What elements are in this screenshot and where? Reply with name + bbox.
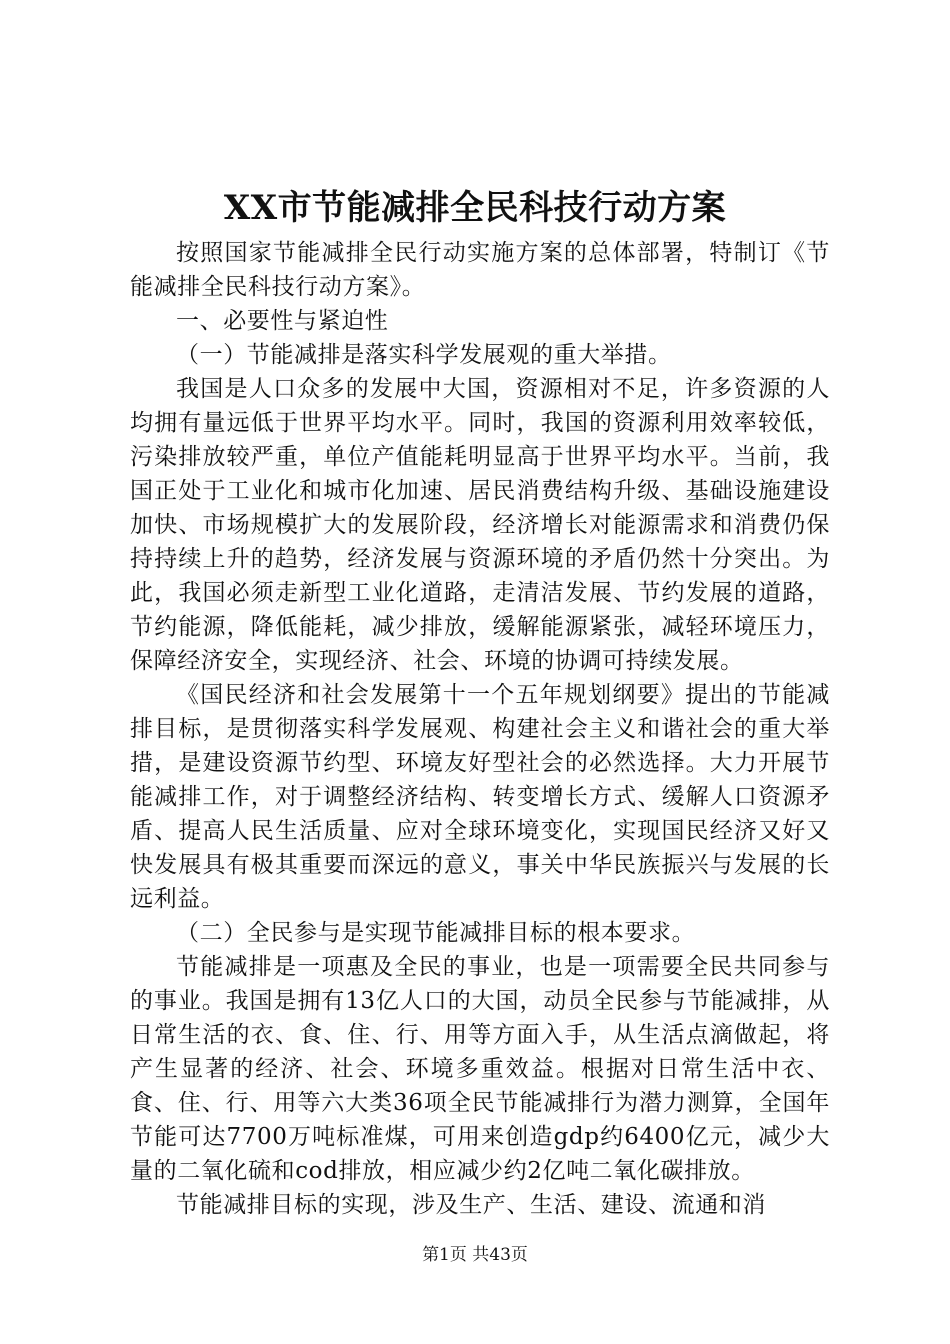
document-title: XX市节能减排全民科技行动方案 [223, 188, 727, 228]
paragraph-goal-realization: 节能减排目标的实现，涉及生产、生活、建设、流通和消 [176, 1192, 766, 1218]
paragraph-resources: 我国是人口众多的发展中大国，资源相对不足，许多资源的人均拥有量远低于世界平均水平。同时，我国的资源利用效率较低，污染排放较严重，单位产值能耗明显高于世界平均水平。当前，我国正处于工业化和城市化加速、居民消费结构升级、基础设施建设加快、市场规模扩大的发展阶段，经济增长对能源需求和消费仍保持持续上升的趋势，经济发展与资源环境的矛盾仍然十分突出。为此，我国必须走新型工业化道路，走清洁发展、节约发展的道路，节约能源，降低能耗，减少排放，缓解能源紧张，减轻环境压力，保障经济安全，实现经济、社会、环境的协调可持续发展。 [130, 376, 830, 674]
document-body [130, 236, 830, 1222]
paragraph-public-participation: 节能减排是一项惠及全民的事业，也是一项需要全民共同参与的事业。我国是拥有13亿人口的大国，动员全民参与节能减排，从日常生活的衣、食、住、行、用等方面入手，从生活点滴做起，将产生显著的经济、社会、环境多重效益。根据对日常生活中衣、食、住、行、用等六大类36项全民节能减排行为潜力测算，全国年节能可达7700万吨标准煤，可用来创造gdp约6400亿元，减少大量的二氧化硫和cod排放，相应减少约2亿吨二氧化碳排放。 [130, 954, 830, 1184]
page-footer: 第1页 共43页 [422, 1245, 528, 1265]
section-heading-1: 一、必要性与紧迫性 [176, 308, 389, 334]
paragraph-five-year-plan: 《国民经济和社会发展第十一个五年规划纲要》提出的节能减排目标，是贯彻落实科学发展观、构建社会主义和谐社会的重大举措，是建设资源节约型、环境友好型社会的必然选择。大力开展节能减排工作，对于调整经济结构、转变增长方式、缓解人口资源矛盾、提高人民生活质量、应对全球环境变化，实现国民经济又好又快发展具有极其重要而深远的意义，事关中华民族振兴与发展的长远利益。 [130, 682, 830, 912]
paragraph-intro: 按照国家节能减排全民行动实施方案的总体部署，特制订《节能减排全民科技行动方案》。 [130, 240, 830, 300]
subsection-heading-1: （一）节能减排是落实科学发展观的重大举措。 [176, 342, 672, 368]
subsection-heading-2: （二）全民参与是实现节能减排目标的根本要求。 [176, 920, 696, 946]
